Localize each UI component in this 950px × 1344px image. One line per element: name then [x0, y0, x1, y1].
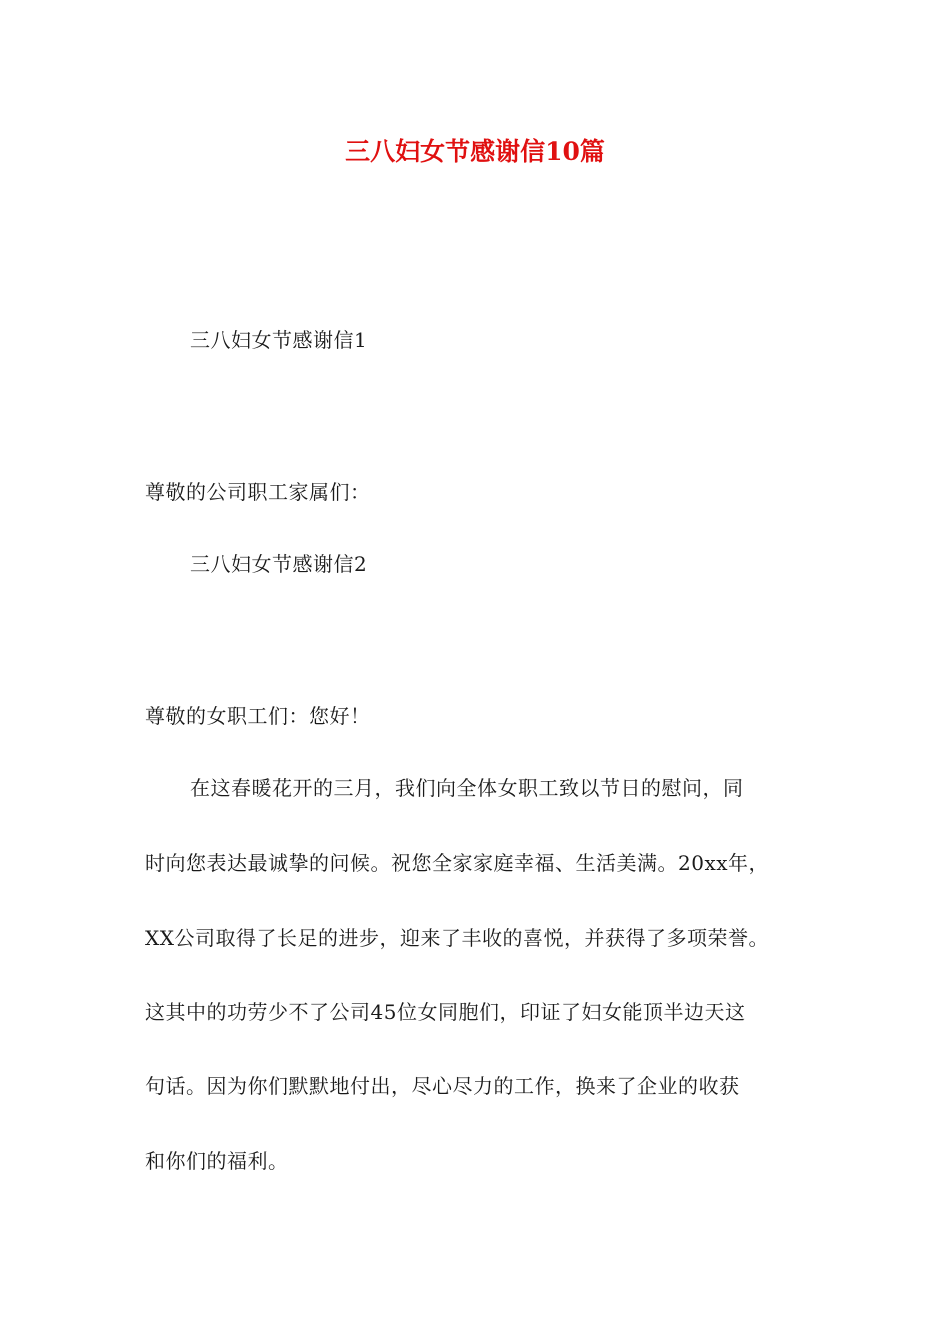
section-2-salutation: 尊敬的女职工们：您好！ — [145, 704, 371, 728]
document-title: 三八妇女节感谢信10篇 — [345, 137, 605, 166]
body-line: 句话。因为你们默默地付出，尽心尽力的工作，换来了企业的收获 — [145, 1074, 740, 1098]
body-line: XX公司取得了长足的进步，迎来了丰收的喜悦，并获得了多项荣誉。 — [145, 926, 769, 950]
body-line: 时向您表达最诚挚的问候。祝您全家家庭幸福、生活美满。20xx年， — [145, 851, 770, 875]
body-line: 这其中的功劳少不了公司45位女同胞们，印证了妇女能顶半边天这 — [145, 1000, 746, 1024]
section-1-salutation: 尊敬的公司职工家属们： — [145, 480, 371, 504]
section-1-heading: 三八妇女节感谢信1 — [190, 328, 368, 352]
body-line: 和你们的福利。 — [145, 1149, 289, 1173]
section-2-heading: 三八妇女节感谢信2 — [190, 552, 368, 576]
body-line: 在这春暖花开的三月，我们向全体女职工致以节日的慰问，同 — [190, 776, 744, 800]
